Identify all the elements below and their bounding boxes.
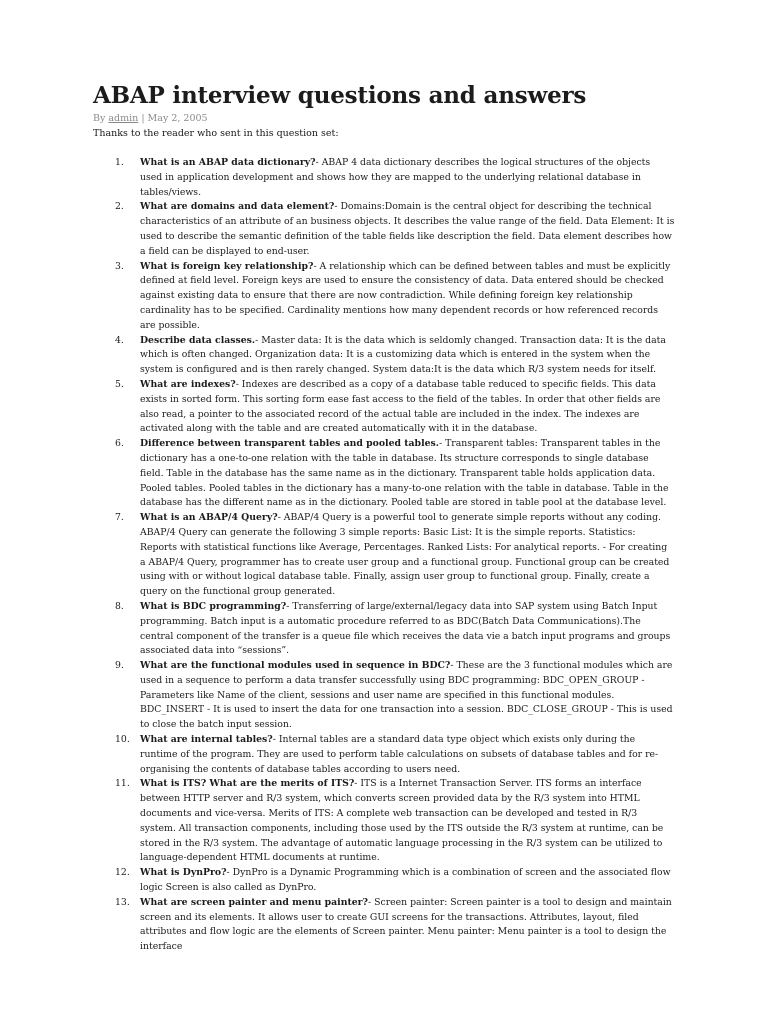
item-number: 1. (115, 157, 124, 168)
question: What is DynPro? (140, 867, 227, 879)
answer: - ITS is a Internet Transaction Server. ITS forms an interface between HTTP server and R/3 system, which converts screen provided data by the R/3 system into HTML documents and vice-versa. Merits of ITS: A complete web transaction can be developed and tested in R/3 system. All transaction components, including those used by the ITS outside the R/3 system at runtime, can be stored in the R/3 system. The advantage of automatic language processing in the R/3 system can be utilized to language-dependent HTML documents at runtime. (140, 778, 664, 864)
question: What is an ABAP/4 Query? (140, 512, 278, 524)
answer: - DynPro is a Dynamic Programming which is a combination of screen and the associated flow logic Screen is also called as DynPro. (140, 867, 671, 894)
item-number: 4. (115, 334, 124, 346)
qa-list (93, 156, 675, 955)
answer: - Master data: It is the data which is seldomly changed. Transaction data: It is the data which is often changed. Organization data: It is a customizing data which is entered in the system when the system is configured and is then rarely changed. System data:It is the data which R/3 system needs for itself. (140, 334, 666, 376)
byline (93, 113, 208, 124)
byline-separator: | (138, 113, 148, 124)
question: What is ITS? What are the merits of ITS? (140, 778, 355, 790)
qa-item-9 (93, 659, 675, 733)
item-number: 3. (115, 260, 124, 272)
item-number: 12. (115, 867, 130, 879)
qa-item-5 (93, 378, 675, 437)
answer: - Screen painter: Screen painter is a tool to design and maintain screen and its elements. It allows user to create GUI screens for the transactions. Attributes, layout, filed attributes and flow logic are the elements of Screen painter. Menu painter: Menu painter is a tool to design the interface (140, 896, 672, 953)
qa-item-13 (93, 896, 675, 955)
answer: - Indexes are described as a copy of a database table reduced to specific fields. This data exists in sorted form. This sorting form ease fast access to the field of the tables. In order that other fields are also read, a pointer to the associated record of the actual table are included in the index. The indexes are activated along with the table and are created automatically with it in the database. (140, 378, 661, 435)
qa-item-6 (93, 437, 675, 511)
page-title: ABAP interview questions and answers (93, 82, 587, 109)
question: Describe data classes. (140, 334, 256, 346)
question: What are indexes? (140, 378, 236, 390)
qa-item-1 (93, 156, 675, 200)
item-number: 5. (115, 378, 124, 390)
item-number: 13. (115, 896, 130, 908)
item-number: 6. (115, 438, 124, 450)
question: What are screen painter and menu painter? (140, 896, 369, 908)
qa-item-2 (93, 200, 675, 259)
author-link[interactable]: admin (108, 113, 139, 124)
item-number: 9. (115, 660, 124, 672)
answer: - Transferring of large/external/legacy data into SAP system using Batch Input programming. Batch input is a automatic procedure referred to as BDC(Batch Data Communications).The central component of the transfer is a queue file which receives the data vie a batch input programs and groups associated data into “sessions”. (140, 600, 671, 657)
question: What is BDC programming? (140, 600, 287, 612)
answer: - Internal tables are a standard data type object which exists only during the runtime of the program. They are used to perform table calculations on subsets of database tables and for re-organising the contents of database tables according to users need. (140, 734, 659, 775)
item-number: 10. (115, 734, 130, 746)
qa-item-12 (93, 866, 675, 896)
qa-item-3 (93, 260, 675, 334)
question: What are domains and data element? (140, 201, 335, 213)
qa-item-7 (93, 511, 675, 600)
qa-item-4 (93, 334, 675, 378)
question: What is an ABAP data dictionary? (140, 157, 316, 168)
item-number: 7. (115, 512, 124, 524)
qa-item-8 (93, 600, 675, 659)
question: Difference between transparent tables and pooled tables. (140, 438, 439, 450)
answer: - ABAP 4 data dictionary describes the logical structures of the objects used in application development and shows how they are mapped to the underlying relational database in tables/views. (140, 157, 651, 198)
answer: - ABAP/4 Query is a powerful tool to generate simple reports without any coding. ABAP/4 Query can generate the following 3 simple reports: Basic List: It is the simple reports. Statistics: Reports with statistical functions like Average, Percentages. Ranked Lists: For analytical reports. - For creating a ABAP/4 Query, programmer has to create user group and a functional group. Functional group can be created using with or without logical database table. Finally, assign user group to functional group. Finally, create a query on the functional group generated. (140, 512, 670, 598)
answer: - Transparent tables: Transparent tables in the dictionary has a one-to-one relation with the table in database. Its structure corresponds to single database field. Table in the database has the same name as in the dictionary. Transparent table holds application data. Pooled tables. Pooled tables in the dictionary has a many-to-one relation with the table in database. Table in the database has the different name as in the dictionary. Pooled table are stored in table pool at the database level. (140, 438, 669, 509)
byline-prefix: By (93, 113, 109, 124)
qa-item-11 (93, 777, 675, 866)
item-number: 8. (115, 600, 124, 612)
answer: - A relationship which can be defined between tables and must be explicitly defined at field level. Foreign keys are used to ensure the consistency of data. Data entered should be checked against existing data to ensure that there are now contradiction. While defining foreign key relationship cardinality has to be specified. Cardinality mentions how many dependent records or how referenced records are possible. (140, 260, 671, 331)
answer: - Domains:Domain is the central object for describing the technical characteristics of an attribute of an business objects. It describes the value range of the field. Data Element: It is used to describe the semantic definition of the table fields like description the field. Data element describes how a field can be displayed to end-user. (140, 201, 675, 257)
item-number: 11. (115, 778, 130, 790)
question: What are the functional modules used in sequence in BDC? (140, 660, 451, 672)
question: What are internal tables? (140, 734, 273, 746)
qa-item-10 (93, 733, 675, 777)
question: What is foreign key relationship? (140, 260, 314, 272)
intro-text: Thanks to the reader who sent in this question set: (93, 128, 339, 139)
answer: - These are the 3 functional modules which are used in a sequence to perform a data transfer successfully using BDC programming: BDC_OPEN_GROUP - Parameters like Name of the client, sessions and user name are specified in this functional modules. BDC_INSERT - It is used to insert the data for one transaction into a session. BDC_CLOSE_GROUP - This is used to close the batch input session. (140, 660, 673, 731)
post-date: May 2, 2005 (147, 113, 208, 124)
item-number: 2. (115, 201, 124, 213)
